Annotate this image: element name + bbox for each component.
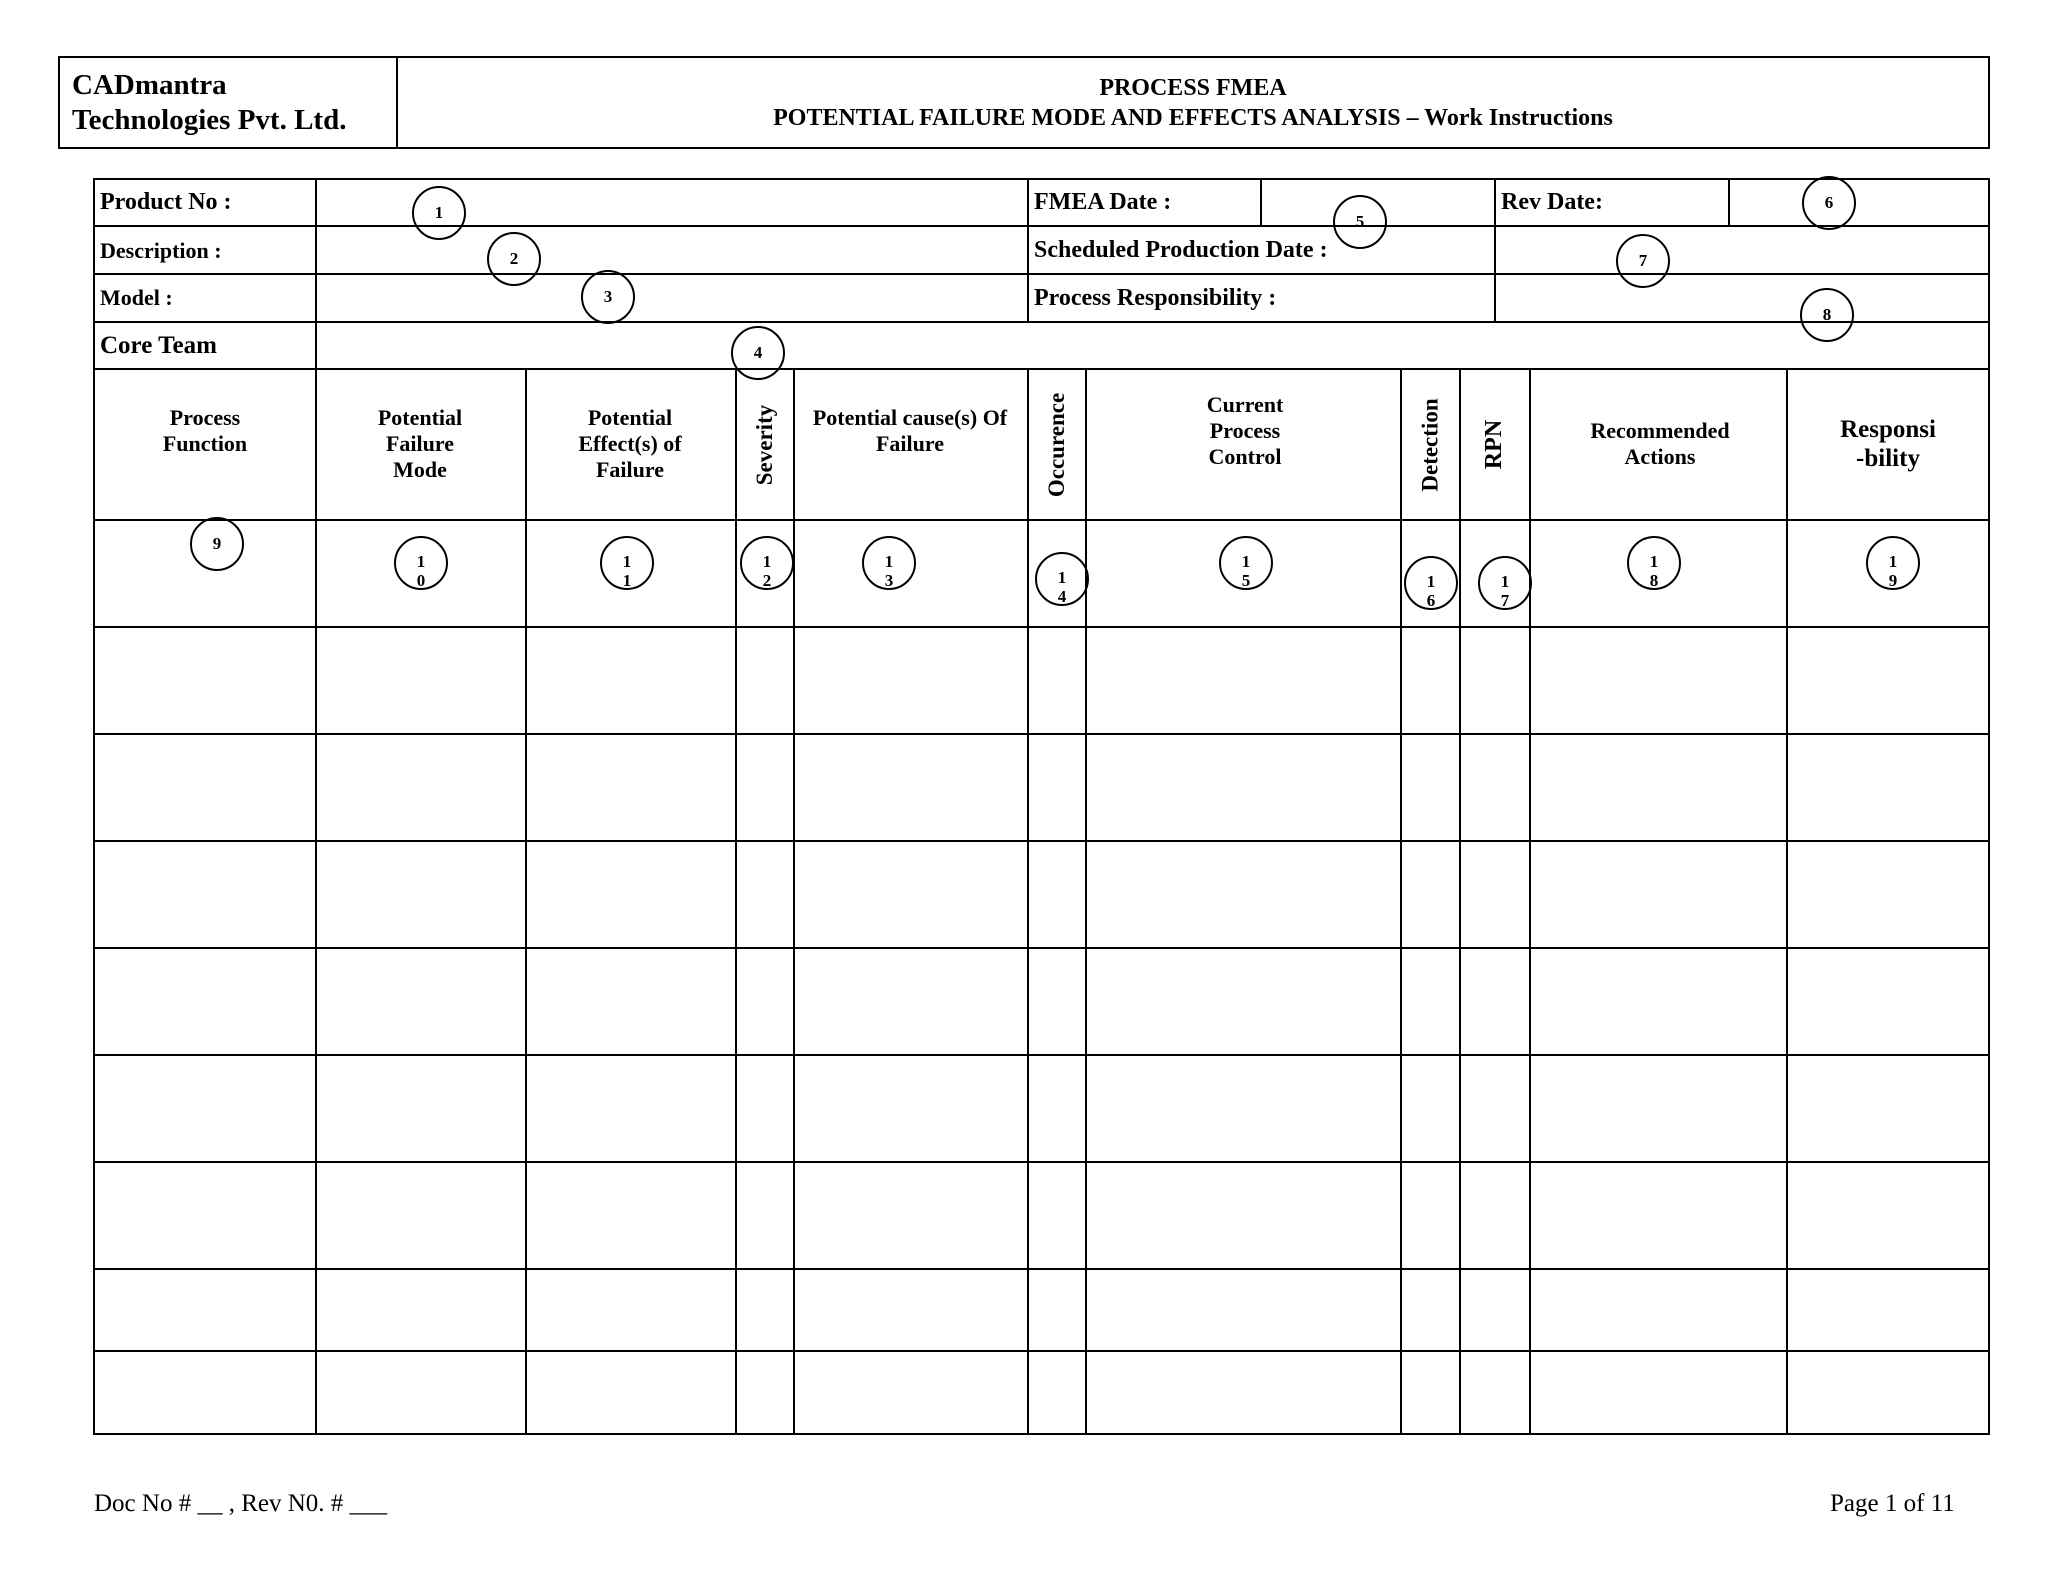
column-line	[1786, 368, 1788, 1435]
marker-18-digit-2: 8	[1649, 571, 1659, 590]
page-number: Page 1 of 11	[1830, 1490, 1955, 1517]
col-potential-effects: Potential Effect(s) of Failure	[578, 405, 682, 482]
marker-19-digit-1: 1	[1888, 552, 1898, 571]
col-occurence-label: Occurence	[1044, 392, 1069, 497]
marker-12-digit-2: 2	[762, 571, 772, 590]
marker-9: 9	[190, 517, 244, 571]
marker-17	[1478, 556, 1532, 610]
marker-14	[1035, 552, 1089, 606]
column-line	[1085, 368, 1087, 1435]
col-current-process-control: Current Process Control	[1206, 392, 1284, 469]
marker-10	[394, 536, 448, 590]
marker-12	[740, 536, 794, 590]
doc-number: Doc No # __ , Rev N0. # ___	[94, 1490, 388, 1517]
col-detection-label: Detection	[1417, 397, 1443, 492]
column-line	[735, 368, 737, 1435]
marker-16	[1404, 556, 1458, 610]
marker-13-digit-2: 3	[884, 571, 894, 590]
col-rpn	[1461, 370, 1529, 519]
col-responsibility-line-1: Responsi	[1840, 416, 1936, 443]
column-line	[793, 368, 795, 1435]
fmea-date-label: FMEA Date :	[1034, 189, 1172, 215]
col-recommended-actions: Recommended Actions	[1590, 418, 1730, 469]
company-name	[72, 68, 346, 138]
marker-11-digit-1: 1	[622, 552, 632, 571]
col-rpn-label: RPN	[1481, 419, 1508, 470]
marker-6: 6	[1802, 176, 1856, 230]
col-responsibility-line-2: -bility	[1856, 445, 1920, 472]
data-row-line	[93, 947, 1990, 949]
info-col-line	[1260, 178, 1262, 225]
column-line	[1027, 368, 1029, 1435]
company-line-2: Technologies Pvt. Ltd.	[72, 104, 347, 136]
column-line	[1529, 368, 1531, 1435]
column-line	[1400, 368, 1402, 1435]
info-row-line	[93, 321, 1990, 323]
marker-17-digit-2: 7	[1500, 591, 1510, 610]
scheduled-production-date-label: Scheduled Production Date :	[1034, 237, 1328, 263]
title-line-1: PROCESS FMEA	[1099, 75, 1287, 101]
col-process-function: Process Function	[162, 405, 248, 456]
marker-15-digit-2: 5	[1241, 571, 1251, 590]
marker-17-digit-1: 1	[1500, 572, 1510, 591]
column-line	[525, 368, 527, 1435]
marker-15	[1219, 536, 1273, 590]
marker-14-digit-1: 1	[1057, 568, 1067, 587]
data-row-line	[93, 1268, 1990, 1270]
info-col-line	[1728, 178, 1730, 225]
col-potential-causes: Potential cause(s) Of Failure	[812, 405, 1008, 456]
model-label: Model :	[100, 285, 173, 310]
document-title	[398, 73, 1988, 133]
info-col-line	[1494, 178, 1496, 321]
marker-16-digit-2: 6	[1426, 591, 1436, 610]
col-potential-failure-mode: Potential Failure Mode	[377, 405, 463, 482]
marker-19	[1866, 536, 1920, 590]
col-responsibility	[1788, 415, 1988, 473]
marker-18	[1627, 536, 1681, 590]
marker-11	[600, 536, 654, 590]
marker-16-digit-1: 1	[1426, 572, 1436, 591]
marker-7: 7	[1616, 234, 1670, 288]
column-line	[315, 368, 317, 1435]
data-row-line	[93, 733, 1990, 735]
marker-11-digit-2: 1	[622, 571, 632, 590]
rev-date-label: Rev Date:	[1501, 189, 1603, 215]
col-occurence	[1029, 370, 1085, 519]
core-team-label: Core Team	[100, 332, 217, 359]
column-header-line	[93, 519, 1990, 521]
info-col-line	[1027, 178, 1029, 321]
data-row-line	[93, 1350, 1990, 1352]
marker-4: 4	[731, 326, 785, 380]
col-detection	[1402, 370, 1459, 519]
marker-14-digit-2: 4	[1057, 587, 1067, 606]
marker-19-digit-2: 9	[1888, 571, 1898, 590]
info-row-line	[93, 225, 1990, 227]
fmea-table	[93, 178, 1990, 1435]
marker-10-digit-2: 0	[416, 571, 426, 590]
data-row-line	[93, 626, 1990, 628]
process-responsibility-label: Process Responsibility :	[1034, 285, 1277, 311]
product-no-label: Product No :	[100, 189, 232, 215]
company-line-1: CADmantra	[72, 69, 227, 101]
marker-5: 5	[1333, 195, 1387, 249]
marker-8: 8	[1800, 288, 1854, 342]
marker-10-digit-1: 1	[416, 552, 426, 571]
data-row-line	[93, 1161, 1990, 1163]
marker-3: 3	[581, 270, 635, 324]
marker-13-digit-1: 1	[884, 552, 894, 571]
col-severity	[737, 370, 793, 519]
column-line	[1459, 368, 1461, 1435]
marker-13	[862, 536, 916, 590]
data-row-line	[93, 1054, 1990, 1056]
description-label: Description :	[100, 238, 222, 263]
marker-18-digit-1: 1	[1649, 552, 1659, 571]
marker-1: 1	[412, 186, 466, 240]
title-line-2: POTENTIAL FAILURE MODE AND EFFECTS ANALYSIS – Work Instructions	[773, 105, 1613, 131]
marker-2: 2	[487, 232, 541, 286]
info-row-line	[93, 273, 1990, 275]
data-row-line	[93, 840, 1990, 842]
col-severity-label: Severity	[752, 404, 777, 485]
info-col-line	[315, 178, 317, 368]
marker-15-digit-1: 1	[1241, 552, 1251, 571]
marker-12-digit-1: 1	[762, 552, 772, 571]
